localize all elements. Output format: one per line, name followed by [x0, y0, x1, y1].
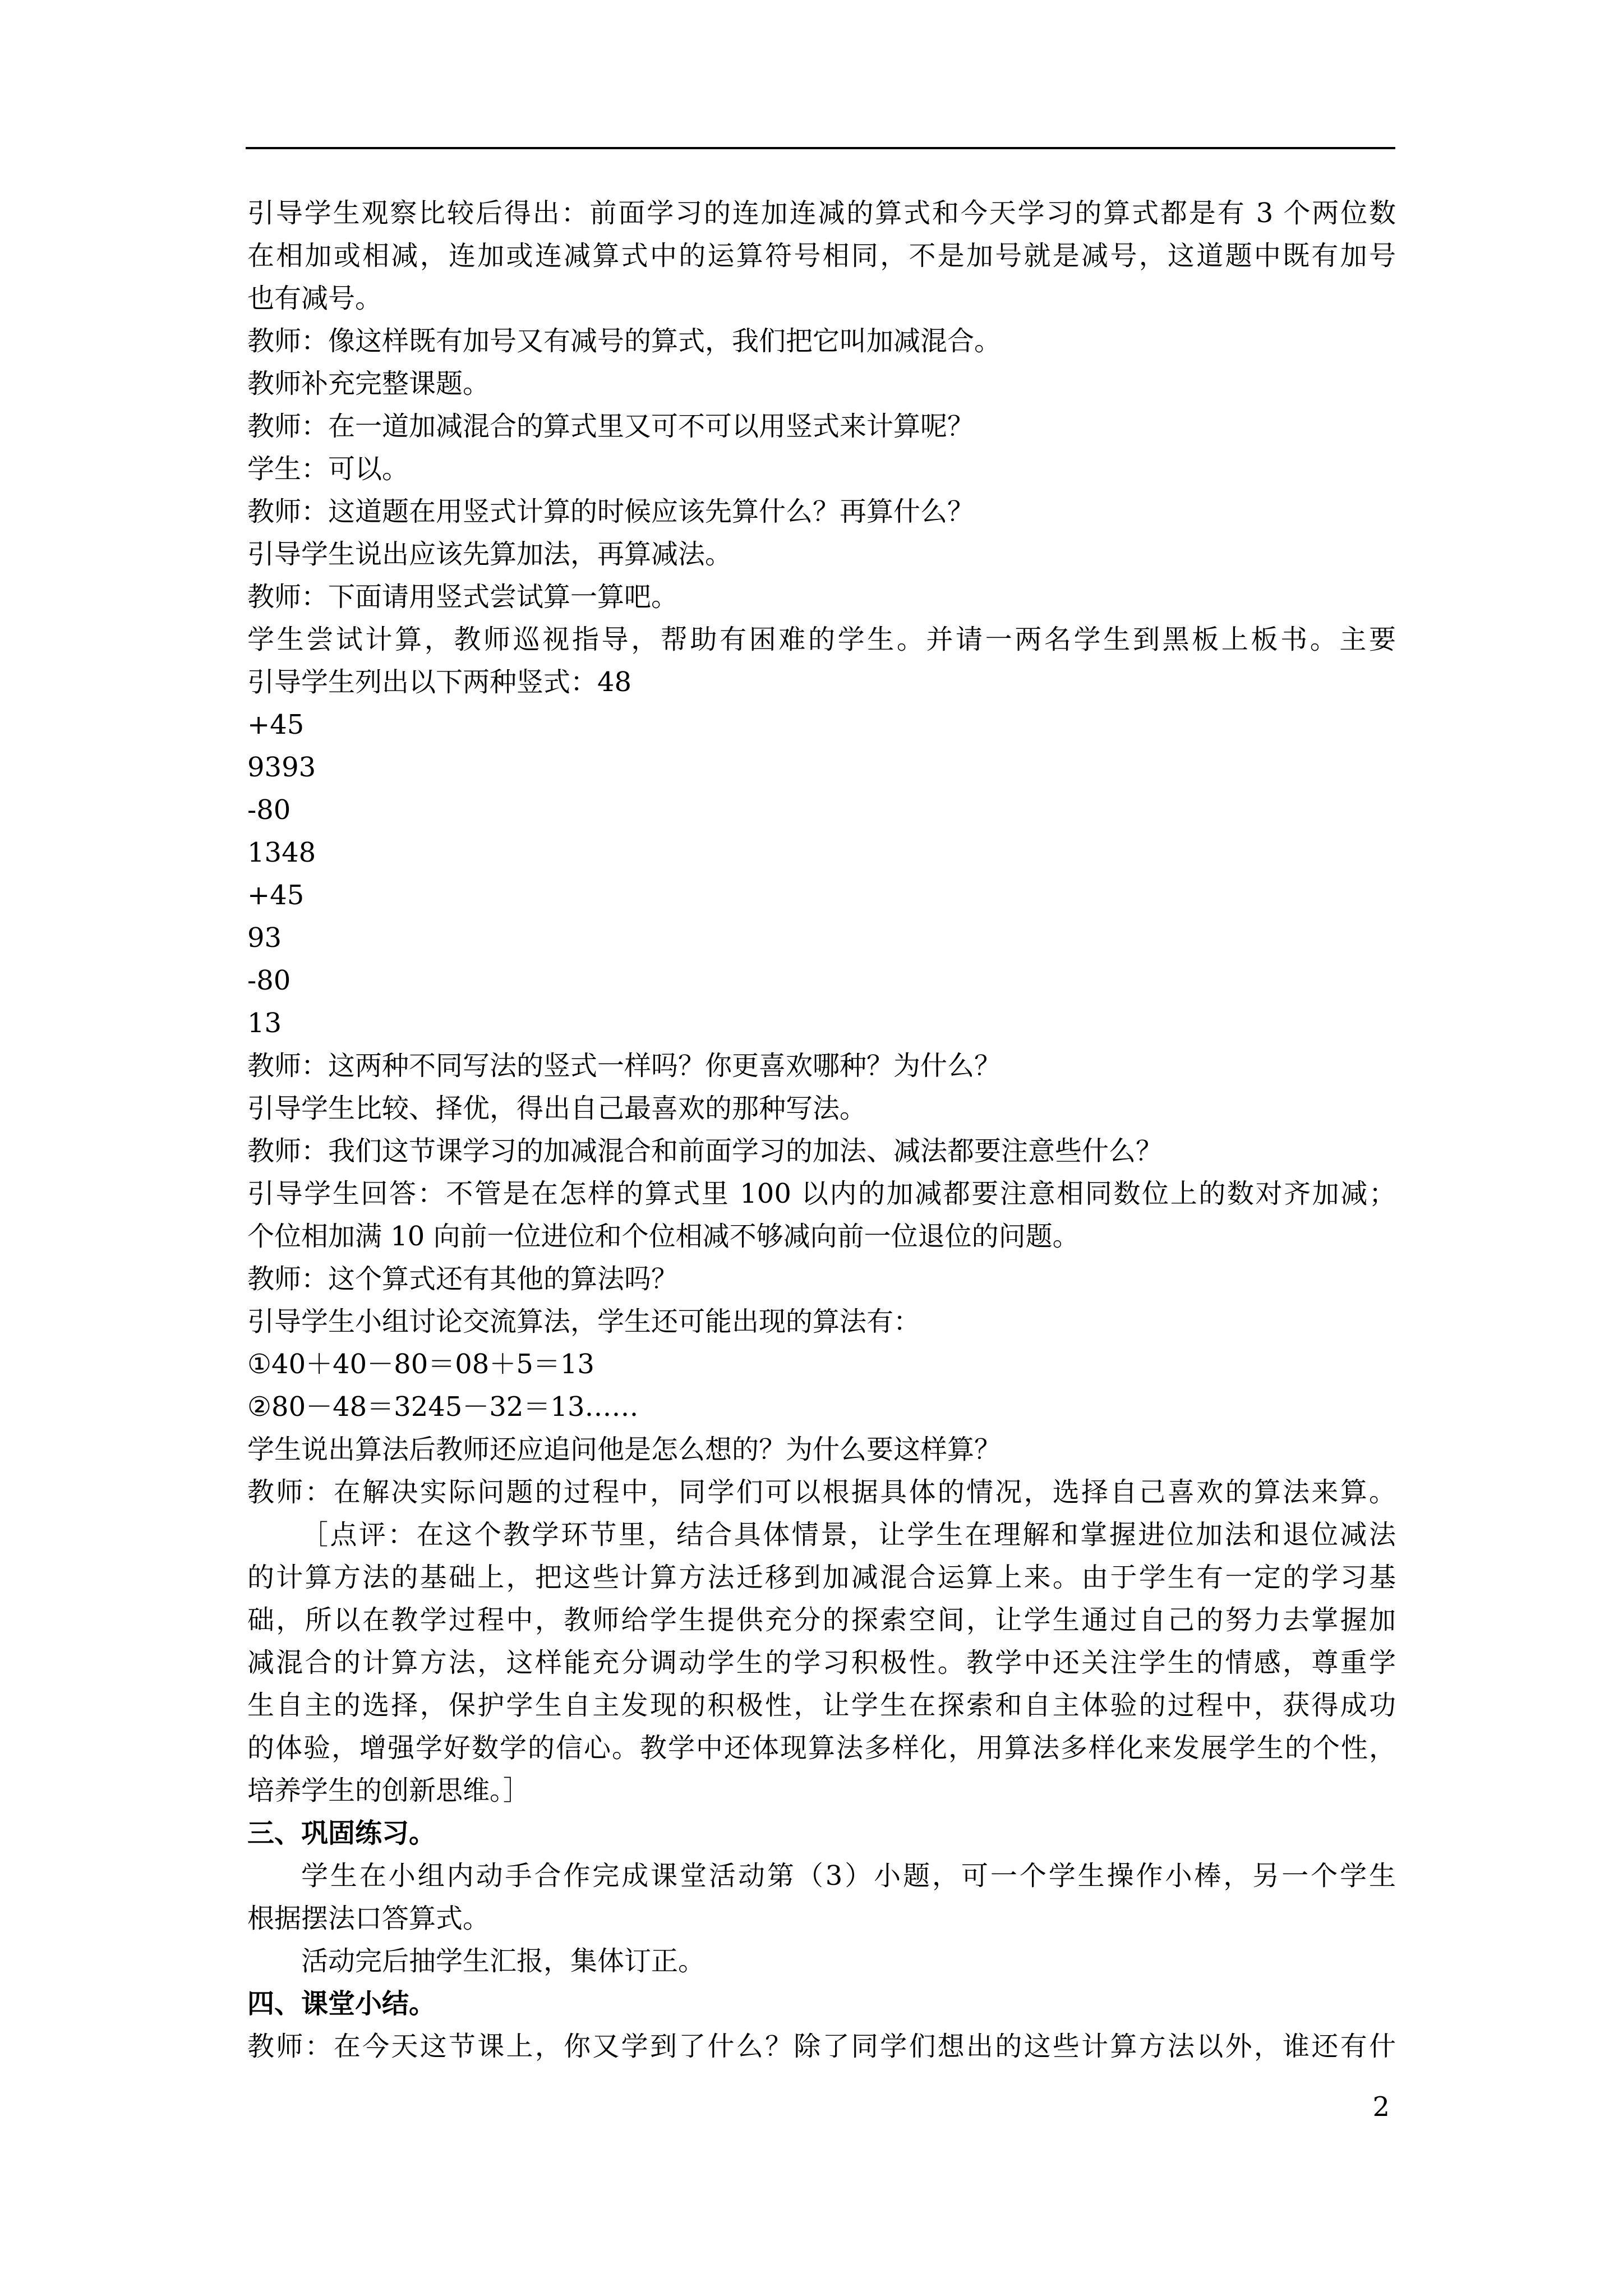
text-line: 引导学生回答：不管是在怎样的算式里 100 以内的加减都要注意相同数位上的数对齐加减； [247, 1178, 1396, 1209]
text-line: 93 [247, 922, 282, 954]
text-line: 根据摆法口答算式。 [247, 1903, 490, 1934]
text-line: 教师：下面请用竖式尝试算一算吧。 [247, 581, 679, 613]
text-line: 学生在小组内动手合作完成课堂活动第（3）小题，可一个学生操作小棒，另一个学生 [301, 1860, 1396, 1892]
text-line: 引导学生比较、择优，得出自己最喜欢的那种写法。 [247, 1093, 867, 1124]
text-line: ［点评：在这个教学环节里，结合具体情景，让学生在理解和掌握进位加法和退位减法 [301, 1519, 1396, 1550]
text-line: 13 [247, 1007, 282, 1039]
section-heading: 三、巩固练习。 [247, 1818, 436, 1849]
text-line: 活动完后抽学生汇报，集体订正。 [301, 1945, 706, 1977]
text-line: 的计算方法的基础上，把这些计算方法迁移到加减混合运算上来。由于学生有一定的学习基 [247, 1562, 1396, 1593]
text-line: 教师：在今天这节课上，你又学到了什么？除了同学们想出的这些计算方法以外，谁还有什 [247, 2031, 1396, 2062]
text-line: 引导学生观察比较后得出：前面学习的连加连减的算式和今天学习的算式都是有 3 个两位数 [247, 197, 1396, 229]
text-line: ①40＋40－80＝08＋5＝13 [247, 1349, 594, 1380]
text-line: +45 [247, 880, 305, 911]
text-line: 减混合的计算方法，这样能充分调动学生的学习积极性。教学中还关注学生的情感，尊重学 [247, 1647, 1396, 1678]
text-line: -80 [247, 794, 291, 826]
text-line: 生自主的选择，保护学生自主发现的积极性，让学生在探索和自主体验的过程中，获得成功 [247, 1690, 1396, 1721]
section-heading: 四、课堂小结。 [247, 1988, 436, 2019]
document-body [247, 192, 1396, 2068]
text-line: 引导学生说出应该先算加法，再算减法。 [247, 539, 732, 570]
text-line: 培养学生的创新思维。］ [247, 1775, 531, 1806]
text-line: 也有减号。 [247, 283, 382, 314]
text-line: 引导学生列出以下两种竖式：48 [247, 666, 632, 698]
text-line: 础，所以在教学过程中，教师给学生提供充分的探索空间，让学生通过自己的努力去掌握加 [247, 1604, 1396, 1636]
text-line: 教师：在一道加减混合的算式里又可不可以用竖式来计算呢？ [247, 411, 975, 442]
text-line: 教师：像这样既有加号又有减号的算式，我们把它叫加减混合。 [247, 325, 1002, 357]
text-line: 个位相加满 10 向前一位进位和个位相减不够减向前一位退位的问题。 [247, 1221, 1080, 1252]
text-line: 学生说出算法后教师还应追问他是怎么想的？为什么要这样算？ [247, 1434, 1002, 1465]
text-line: ②80－48＝3245－32＝13…… [247, 1391, 639, 1423]
text-line: 教师：我们这节课学习的加减混合和前面学习的加法、减法都要注意些什么？ [247, 1135, 1163, 1167]
text-line: 在相加或相减，连加或连减算式中的运算符号相同，不是加号就是减号，这道题中既有加号 [247, 240, 1396, 272]
text-line: -80 [247, 965, 291, 996]
text-line: 学生尝试计算，教师巡视指导，帮助有困难的学生。并请一两名学生到黑板上板书。主要 [247, 624, 1396, 655]
text-line: 引导学生小组讨论交流算法，学生还可能出现的算法有： [247, 1306, 921, 1337]
text-line: 9393 [247, 752, 316, 783]
text-line: 教师：在解决实际问题的过程中，同学们可以根据具体的情况，选择自己喜欢的算法来算。 [247, 1476, 1396, 1508]
text-line: 的体验，增强学好数学的信心。教学中还体现算法多样化，用算法多样化来发展学生的个性， [247, 1732, 1396, 1764]
page-number: 2 [1372, 2091, 1390, 2123]
text-line: 教师：这道题在用竖式计算的时候应该先算什么？再算什么？ [247, 496, 975, 527]
text-line: 1348 [247, 837, 316, 868]
text-line: 教师补充完整课题。 [247, 368, 490, 399]
header-rule [246, 147, 1395, 149]
text-line: 学生：可以。 [247, 453, 409, 485]
text-line: +45 [247, 709, 305, 740]
text-line: 教师：这个算式还有其他的算法吗？ [247, 1263, 679, 1295]
text-line: 教师：这两种不同写法的竖式一样吗？你更喜欢哪种？为什么？ [247, 1050, 1002, 1082]
